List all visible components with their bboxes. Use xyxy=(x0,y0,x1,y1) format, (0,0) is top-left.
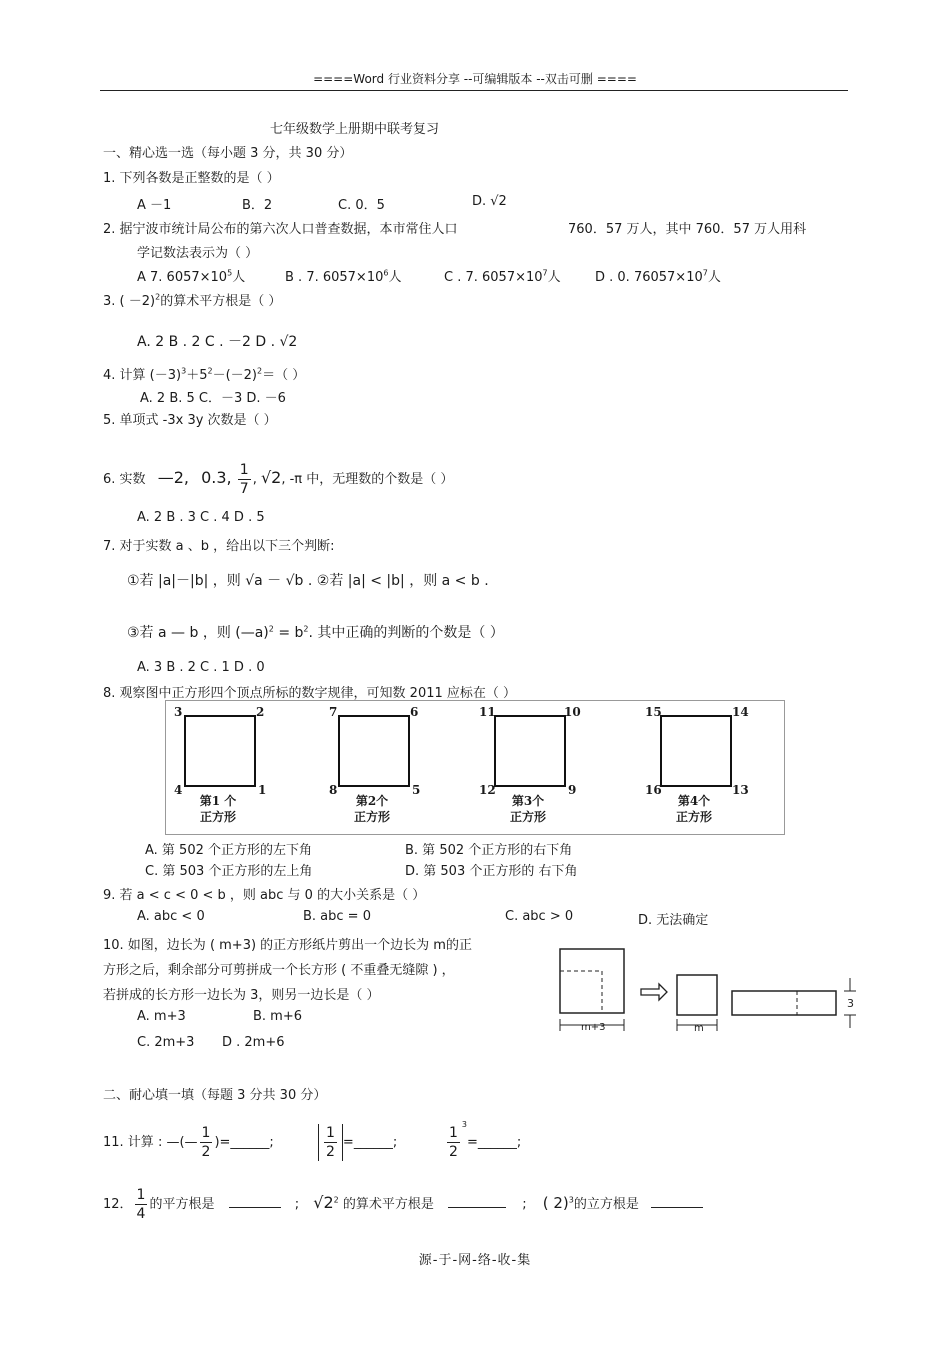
square-2-bottom-left: 8 xyxy=(329,783,338,797)
q12-blank-2[interactable] xyxy=(448,1195,506,1208)
q11-part-c: $\frac{1}{2}$ $^3$=______; xyxy=(449,1119,522,1160)
square-2-top-left: 7 xyxy=(329,705,338,719)
q6-fraction: $\frac{1}{7}$ xyxy=(239,462,249,497)
dim-label-m3: m+3 xyxy=(581,1022,606,1033)
square-1-bottom-right: 1 xyxy=(258,783,267,797)
q4-options: A. 2 B. 5 C．－3 D. －6 xyxy=(140,391,286,406)
square-2-bottom-right: 5 xyxy=(412,783,421,797)
square-4-bottom-right: 13 xyxy=(732,783,749,797)
small-square xyxy=(677,975,717,1015)
header-divider xyxy=(100,90,848,91)
square-3-bottom-right: 9 xyxy=(568,783,577,797)
q10-stem-line1: 10. 如图，边长为 ( m+3) 的正方形纸片剪出一个边长为 m的正 xyxy=(103,938,472,953)
q1-option-a: A －1 xyxy=(137,198,172,213)
q9-stem: 9. 若 a < c < 0 < b ，则 abc 与 0 的大小关系是（ ） xyxy=(103,888,426,903)
q1-option-d: D. √2 xyxy=(472,194,507,209)
section-1-heading: 一、精心选一选（每小题 3 分，共 30 分） xyxy=(103,146,353,161)
q1-option-c: C. 0．5 xyxy=(338,198,385,213)
q10-stem-line3: 若拼成的长方形一边长为 3，则另一边长是（ ） xyxy=(103,988,380,1003)
square-3-caption: 第3个 正方形 xyxy=(509,794,546,824)
square-2 xyxy=(338,715,410,787)
q7-judgement-3: ③若 a — b ，则 (—a)$^2$ = $b^2$. 其中正确的判断的个数是（ ） xyxy=(127,624,504,641)
q12-blank-1[interactable] xyxy=(229,1195,281,1208)
q2-stem-line1b: 760．57 万人，其中 760．57 万人用科 xyxy=(568,222,807,237)
square-3-top-left: 11 xyxy=(479,705,496,719)
q1-stem: 1. 下列各数是正整数的是（ ） xyxy=(103,171,280,186)
square-2-top-right: 6 xyxy=(410,705,419,719)
q9-option-a: A. abc < 0 xyxy=(137,909,205,924)
q11-part-b: $\frac{1}{2}$ =______; xyxy=(318,1124,397,1161)
q10-option-c: C. 2m+3 xyxy=(137,1035,195,1050)
q11-part-a: 11. 计算 : —(— $\frac{1}{2}$ )=______; xyxy=(103,1125,274,1160)
q9-option-b: B. abc = 0 xyxy=(303,909,371,924)
q4-stem: 4. 计算 $(-3)^3+5^2-(-2)^2=$（ ） xyxy=(103,366,306,383)
square-1-bottom-left: 4 xyxy=(174,783,183,797)
dim-label-3: 3 xyxy=(847,997,854,1010)
q2-option-a: A 7. $6057\times 10^5$人 xyxy=(137,268,246,285)
rectangle xyxy=(732,991,836,1015)
q8-stem: 8. 观察图中正方形四个顶点所标的数字规律，可知数 2011 应标在（ ） xyxy=(103,686,517,701)
q8-option-c: C. 第 503 个正方形的左上角 xyxy=(145,864,313,879)
q2-option-c: C . 7. $6057\times 10^7$人 xyxy=(444,268,561,285)
section-2-heading: 二、耐心填一填（每题 3 分共 30 分） xyxy=(103,1088,327,1103)
square-1 xyxy=(184,715,256,787)
q2-option-d: D . 0. $76057\times 10^7$人 xyxy=(595,268,721,285)
q3-stem: 3. ( －2)$^2$的算术平方根是（ ） xyxy=(103,292,282,309)
q2-stem-line2: 学记数法表示为（ ） xyxy=(137,246,259,261)
q12-line: 12． $\frac{1}{4}$ 的平方根是 ; $√2^2$ 的算术平方根是 ; ( 2)$^3$的立方根是 xyxy=(103,1186,703,1223)
square-1-top-left: 3 xyxy=(174,705,183,719)
q9-option-c: C. abc > 0 xyxy=(505,909,574,924)
page-title: 七年级数学上册期中联考复习 xyxy=(270,122,440,137)
q8-option-d: D. 第 503 个正方形的 右下角 xyxy=(405,864,578,879)
q8-option-a: A. 第 502 个正方形的左下角 xyxy=(145,843,313,858)
page-header: ====Word 行业资料分享 --可编辑版本 --双击可删 ==== xyxy=(313,72,637,86)
square-3 xyxy=(494,715,566,787)
q6-stem: 6. 实数 —2, 0.3, $\frac{1}{7}$ , √2, -π 中，无理数的个数是（ ） xyxy=(103,462,454,497)
q10-option-b: B. m+6 xyxy=(253,1009,303,1024)
square-4-caption: 第4个 正方形 xyxy=(675,794,712,824)
q10-option-d: D . 2m+6 xyxy=(222,1035,285,1050)
page-footer: 源-于-网-络-收-集 xyxy=(418,1253,532,1268)
q5-stem: 5. 单项式 -3x 3y 次数是（ ） xyxy=(103,413,277,428)
q6-options: A. 2 B . 3 C . 4 D . 5 xyxy=(137,510,265,525)
q8-option-b: B. 第 502 个正方形的右下角 xyxy=(405,843,573,858)
cut-line xyxy=(560,971,602,1013)
arrow-icon xyxy=(641,984,667,1000)
q2-stem-line1: 2. 据宁波市统计局公布的第六次人口普查数据，本市常住人口 xyxy=(103,222,458,237)
dim-label-m: m xyxy=(694,1023,704,1034)
q7-options: A. 3 B . 2 C . 1 D . 0 xyxy=(137,660,265,675)
q2-option-b: B . 7. $6057\times 10^6$人 xyxy=(285,268,402,285)
square-4 xyxy=(660,715,732,787)
square-3-top-right: 10 xyxy=(564,705,581,719)
square-1-caption: 第1 个 正方形 xyxy=(199,794,237,824)
square-4-bottom-left: 16 xyxy=(645,783,662,797)
q12-blank-3[interactable] xyxy=(651,1195,703,1208)
q1-option-b: B．2 xyxy=(242,198,273,213)
q10-option-a: A. m+3 xyxy=(137,1009,186,1024)
square-4-top-right: 14 xyxy=(732,705,749,719)
square-2-caption: 第2个 正方形 xyxy=(353,794,390,824)
q7-stem: 7. 对于实数 a 、b ，给出以下三个判断: xyxy=(103,539,335,554)
square-1-top-right: 2 xyxy=(256,705,265,719)
q3-options: A. 2 B . 2 C . －2 D . √2 xyxy=(137,334,298,350)
square-3-bottom-left: 12 xyxy=(479,783,496,797)
q7-judgement-1-2: ①若 |a|－|b| ，则 √a － √b . ②若 |a| < |b| ，则 a < b . xyxy=(127,573,489,589)
q10-figure xyxy=(555,945,865,1040)
square-4-top-left: 15 xyxy=(645,705,662,719)
large-square xyxy=(560,949,624,1013)
q10-stem-line2: 方形之后，剩余部分可剪拼成一个长方形 ( 不重叠无缝隙 ) ， xyxy=(103,963,455,978)
q9-option-d: D. 无法确定 xyxy=(638,913,709,928)
q8-figure xyxy=(165,700,785,835)
